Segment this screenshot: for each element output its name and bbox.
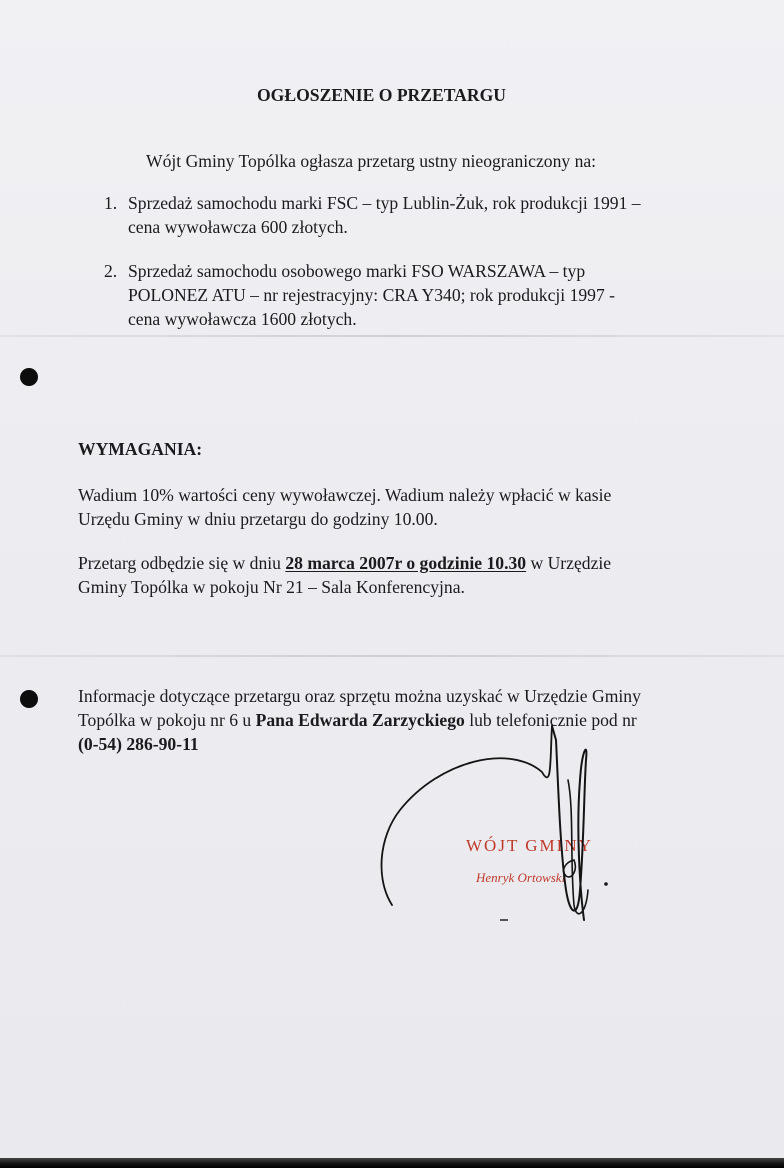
phone-number: (0-54) 286-90-11	[78, 734, 199, 754]
requirements-text: Wadium 10% wartości ceny wywoławczej. Wadium należy wpłacić w kasie	[78, 485, 612, 505]
intro-text: Wójt Gminy Topólka ogłasza przetarg ustny nieograniczony na:	[146, 151, 597, 171]
punch-hole	[20, 368, 38, 386]
auction-location-text: Gminy Topólka w pokoju Nr 21 – Sala Konferencyjna.	[78, 577, 465, 597]
requirements-text: Urzędu Gminy w dniu przetargu do godziny 10.00.	[78, 509, 438, 529]
info-contact-suffix: lub telefonicznie pod nr	[464, 710, 637, 730]
signature	[370, 720, 630, 940]
item-line: cena wywoławcza 1600 złotych.	[128, 309, 357, 329]
item-line: Sprzedaż samochodu marki FSC – typ Lublin-Żuk, rok produkcji 1991 –	[128, 193, 641, 213]
info-contact-prefix: Topólka w pokoju nr 6 u	[78, 710, 256, 730]
punch-hole	[20, 690, 38, 708]
auction-date: 28 marca 2007r o godzinie 10.30	[285, 553, 527, 573]
scan-edge	[0, 1158, 784, 1168]
item-number: 2.	[104, 261, 118, 281]
item-number: 1.	[104, 193, 118, 213]
item-line: cena wywoławcza 600 złotych.	[128, 217, 348, 237]
paper-fold	[0, 335, 784, 337]
stamp-title: WÓJT GMINY	[466, 836, 593, 855]
item-line: Sprzedaż samochodu osobowego marki FSO WARSZAWA – typ	[128, 261, 586, 281]
document-title: OGŁOSZENIE O PRZETARGU	[257, 85, 506, 105]
auction-date-prefix: Przetarg odbędzie się w dniu	[78, 553, 286, 573]
contact-name: Pana Edwarda Zarzyckiego	[255, 710, 465, 730]
auction-date-text	[78, 551, 611, 575]
auction-date-suffix: w Urzędzie	[526, 553, 612, 573]
info-text: Informacje dotyczące przetargu oraz sprzętu można uzyskać w Urzędzie Gminy	[78, 686, 641, 706]
paper-fold	[0, 655, 784, 657]
item-line: POLONEZ ATU – nr rejestracyjny: CRA Y340; rok produkcji 1997 -	[128, 285, 616, 305]
requirements-heading: WYMAGANIA:	[78, 439, 203, 459]
stamp-name: Henryk Ortowski	[476, 870, 566, 885]
